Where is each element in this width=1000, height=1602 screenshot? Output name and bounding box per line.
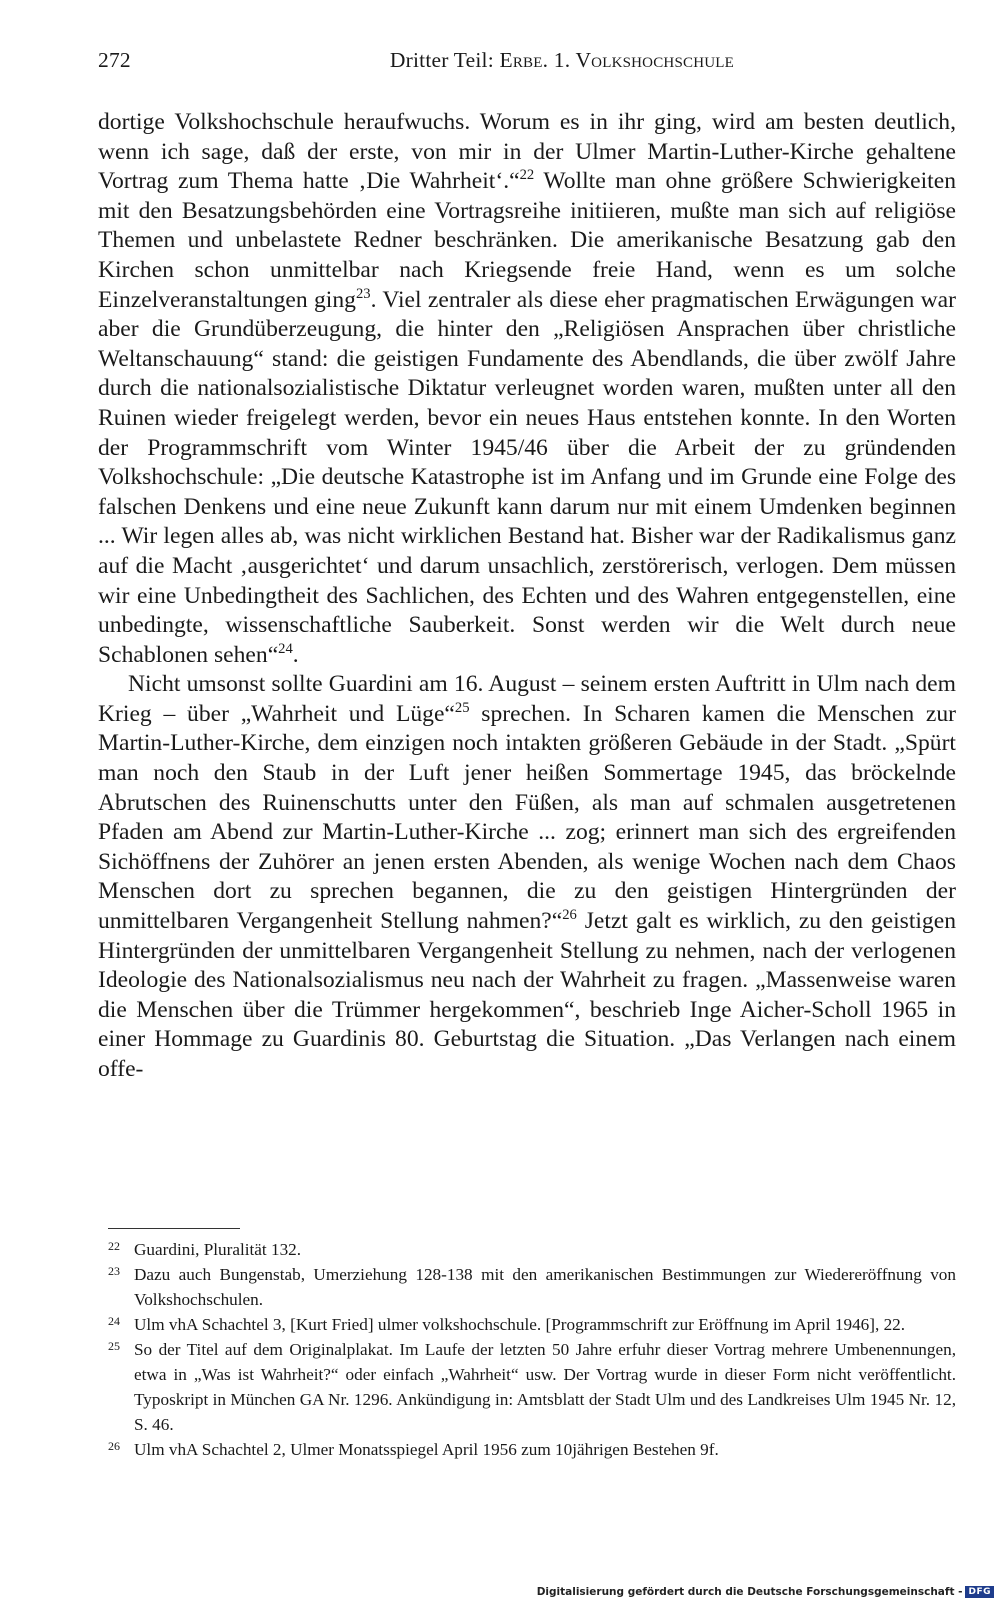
running-head-prefix: Dritter Teil: <box>389 48 500 72</box>
footnote-ref[interactable]: 24 <box>278 640 293 657</box>
digitization-credit <box>537 1586 994 1598</box>
text-run: . <box>292 641 299 668</box>
footnote-text: So der Titel auf dem Originalplakat. Im Laufe der letzten 50 Jahre erfuhr dieser Vortrag mehrere Umbenennungen, etwa in „Was ist Wahrheit?“ oder einfach „Wahrheit“ usw. Der Vortrag wurde in dieser Form nicht veröffentlicht. Typoskript in München GA Nr. 1296. Ankündigung in: Amtsblatt der Stadt Ulm und des Landkreises Ulm 1945 Nr. 12, S. 46. <box>134 1340 956 1434</box>
footnote-number: 23 <box>108 1264 120 1278</box>
running-head-title: Erbe. 1. Volkshochschule <box>499 48 734 72</box>
running-head <box>390 48 734 73</box>
footnote-number: 22 <box>108 1239 120 1253</box>
footnotes <box>108 1237 956 1462</box>
footnote-rule <box>108 1228 240 1229</box>
text-run: dortige Volkshochschule heraufwuchs. Worum es in ihr ging, wird am besten deutlich, wenn ich sage, daß der erste, von mir in der Ulmer Martin-Luther-Kirche gehaltene Vortrag zum Thema hatte ‚Die Wahrheit‘.“ <box>98 109 956 195</box>
footnote-number: 24 <box>108 1314 120 1328</box>
text-run: Jetzt galt es wirklich, zu den geistigen Hintergründen der unmittelbaren Vergangenheit Stellung zu nehmen, nach der verlogenen Ideologie des Nationalsozialismus neu nach der Wahrheit zu fragen. „Massenweise waren die Menschen über die Trümmer hergekommen“, beschrieb Inge Aicher-Scholl 1965 in einer Hommage zu Guardinis 80. Geburtstag die Situation. „Das Verlangen nach einem offe- <box>98 908 956 1082</box>
footnote-number: 26 <box>108 1439 120 1453</box>
footnote-text: Guardini, Pluralität 132. <box>134 1240 302 1259</box>
footnote-text: Ulm vhA Schachtel 2, Ulmer Monatsspiegel April 1956 zum 10jährigen Bestehen 9f. <box>134 1440 719 1459</box>
footnote-ref[interactable]: 26 <box>562 907 577 924</box>
footnote <box>108 1312 956 1337</box>
footnote <box>108 1262 956 1312</box>
text-run: . Viel zentraler als diese eher pragmatischen Erwägungen war aber die Grundüberzeugung, die hinter den „Religiösen Ansprachen über christliche Weltanschauung“ stand: die geistigen Fundamente des Abendlands, die über zwölf Jahre durch die nationalsozialistische Diktatur verleugnet worden waren, mußten unter all den Ruinen wieder freigelegt werden, bevor ein neues Haus entstehen konnte. In den Worten der Programmschrift vom Winter 1945/46 über die Arbeit der zu gründenden Volkshochschule: „Die deutsche Katastrophe ist im Anfang und im Grunde eine Folge des falschen Denkens und eine neue Zukunft kann darum nur mit einem Umdenken beginnen ... Wir legen alles ab, was nicht wirklichen Bestand hat. Bisher war der Radikalismus ganz auf die Macht ‚ausgerichtet‘ und darum unsachlich, zerstörerisch, verlogen. Dem müssen wir eine Unbedingtheit des Sachlichen, des Echten und des Wahren entgegenstellen, eine unbedingte, wissenschaftliche Sauberkeit. Sonst werden wir die Welt durch neue Schablonen sehen“ <box>98 286 956 668</box>
footnote-text: Dazu auch Bungenstab, Umerziehung 128-138 mit den amerikanischen Bestimmungen zur Wiedereröffnung von Volkshochschulen. <box>134 1265 956 1309</box>
body-text <box>98 108 956 1085</box>
footnote-ref[interactable]: 23 <box>355 285 371 302</box>
text-run: Wollte man ohne größere Schwierigkeiten mit den Besatzungsbehörden eine Vortragsreihe initiieren, mußte man sich auf religiöse Themen und unbelastete Redner beschränken. Die amerikanische Besatzung gab den Kirchen schon unmittelbar nach Kriegsende freie Hand, wenn es um solche Einzelveranstaltungen ging <box>98 168 956 313</box>
footnote-ref[interactable]: 22 <box>519 167 535 184</box>
digitization-note: Digitalisierung gefördert durch die Deutsche Forschungsgemeinschaft - <box>536 1586 963 1598</box>
text-run: Nicht umsonst sollte Guardini am 16. August – seinem ersten Auftritt in Ulm nach dem Krieg – über „Wahrheit und Lüge“ <box>98 671 956 727</box>
footnote-text: Ulm vhA Schachtel 3, [Kurt Fried] ulmer volkshochschule. [Programmschrift zur Eröffnung im April 1946], 22. <box>134 1315 906 1334</box>
footnote <box>108 1437 956 1462</box>
body-paragraph <box>98 670 956 1084</box>
body-paragraph <box>98 108 956 670</box>
text-run: sprechen. In Scharen kamen die Menschen zur Martin-Luther-Kirche, dem einzigen noch intakten größeren Gebäude in der Stadt. „Spürt man noch den Staub in der Luft jener heißen Sommertage 1945, das bröckelnde Abrutschen des Ruinenschutts unter den Füßen, als man auf schmalen ausgetretenen Pfaden am Abend zur Martin-Luther-Kirche ... zog; erinnert man sich des ergreifenden Sichöffnens der Zuhörer an jenen ersten Abenden, als wenige Wochen nach dem Chaos Menschen dort zu sprechen begannen, die zu den geistigen Hintergründen der unmittelbaren Vergangenheit Stellung nahmen?“ <box>98 700 956 935</box>
dfg-logo-icon: DFG <box>965 1586 994 1598</box>
footnote-number: 25 <box>108 1339 120 1353</box>
footnote-ref[interactable]: 25 <box>454 700 470 717</box>
page-header <box>98 48 954 80</box>
footnote <box>108 1237 956 1262</box>
page-number: 272 <box>98 48 131 72</box>
footnote <box>108 1337 956 1437</box>
